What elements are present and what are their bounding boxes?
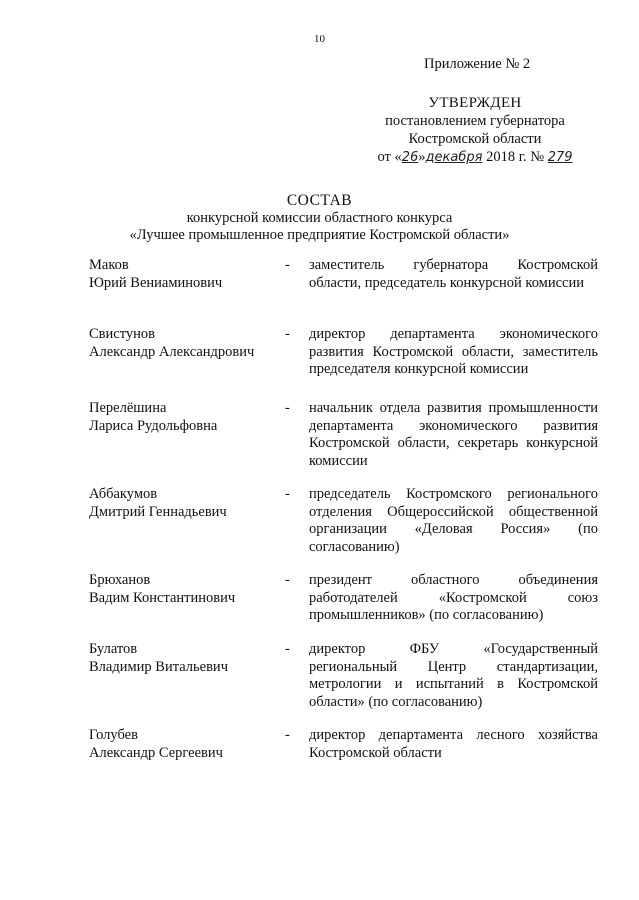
member-dash: -: [285, 572, 290, 588]
member-given-names: Вадим Константинович: [89, 589, 236, 606]
member-name: [89, 486, 279, 521]
member-role: директор департамента лесного хозяйства Костромской области: [309, 727, 598, 761]
member-row: [89, 572, 599, 641]
member-row: [89, 400, 599, 486]
member-role: начальник отдела развития промышленности департамента экономического развития Костромской области, секретарь конкурсной комиссии: [309, 400, 598, 469]
date-mid: »: [418, 149, 426, 165]
member-surname: Аббакумов: [89, 486, 158, 502]
member-name: [89, 641, 279, 676]
member-given-names: Дмитрий Геннадьевич: [89, 503, 227, 520]
member-role: директор департамента экономического развития Костромской области, заместитель председателя конкурсной комиссии: [309, 326, 598, 377]
member-surname: Брюханов: [89, 572, 151, 588]
member-name: [89, 400, 279, 435]
member-role: председатель Костромского регионального отделения Общероссийской общественной организации «Деловая Россия» (по согласованию): [309, 486, 598, 555]
member-given-names: Лариса Рудольфовна: [89, 417, 218, 434]
member-row: [89, 257, 599, 326]
member-dash: -: [285, 641, 290, 657]
approval-line-1: постановлением губернатора: [385, 113, 565, 129]
approval-block: [340, 94, 610, 167]
member-dash: -: [285, 727, 290, 743]
document-title: СОСТАВ: [286, 192, 353, 209]
member-dash: -: [285, 486, 290, 502]
document-subtitle-2: «Лучшее промышленное предприятие Костромской области»: [129, 227, 510, 243]
member-role: президент областного объединения работодателей «Костромской союз промышленников» (по согласованию): [309, 572, 598, 623]
member-surname: Маков: [89, 257, 129, 273]
member-surname: Булатов: [89, 641, 138, 657]
member-given-names: Юрий Вениаминович: [89, 274, 223, 291]
member-row: [89, 641, 599, 727]
member-given-names: Александр Александрович: [89, 343, 255, 360]
member-given-names: Александр Сергеевич: [89, 744, 223, 761]
member-role: директор ФБУ «Государственный региональный Центр стандартизации, метрологии и испытаний в Костромской области» (по согласованию): [309, 641, 598, 710]
member-surname: Перелёшина: [89, 400, 167, 416]
date-prefix: от «: [377, 149, 402, 165]
document-number: 279: [547, 150, 573, 165]
date-month: декабря: [425, 150, 483, 165]
member-name: [89, 257, 279, 292]
member-name: [89, 326, 279, 361]
page-number: 10: [314, 33, 325, 45]
member-row: [89, 727, 599, 767]
member-name: [89, 572, 279, 607]
date-day: 26: [401, 150, 419, 165]
approval-line-2: Костромской области: [408, 131, 542, 147]
approval-date-line: [340, 148, 610, 167]
approval-stamp: УТВЕРЖДЕН: [428, 95, 522, 111]
member-dash: -: [285, 257, 290, 273]
date-year: 2018 г. №: [482, 149, 548, 165]
document-subtitle-1: конкурсной комиссии областного конкурса: [186, 210, 453, 226]
member-given-names: Владимир Витальевич: [89, 658, 228, 675]
member-row: [89, 326, 599, 400]
member-surname: Голубев: [89, 727, 138, 743]
member-name: [89, 727, 279, 762]
commission-members-list: [89, 257, 599, 767]
member-dash: -: [285, 326, 290, 342]
member-role: заместитель губернатора Костромской области, председатель конкурсной комиссии: [309, 257, 598, 291]
member-row: [89, 486, 599, 572]
member-dash: -: [285, 400, 290, 416]
member-surname: Свистунов: [89, 326, 155, 342]
document-heading: [0, 192, 639, 244]
appendix-label: Приложение № 2: [424, 56, 531, 72]
